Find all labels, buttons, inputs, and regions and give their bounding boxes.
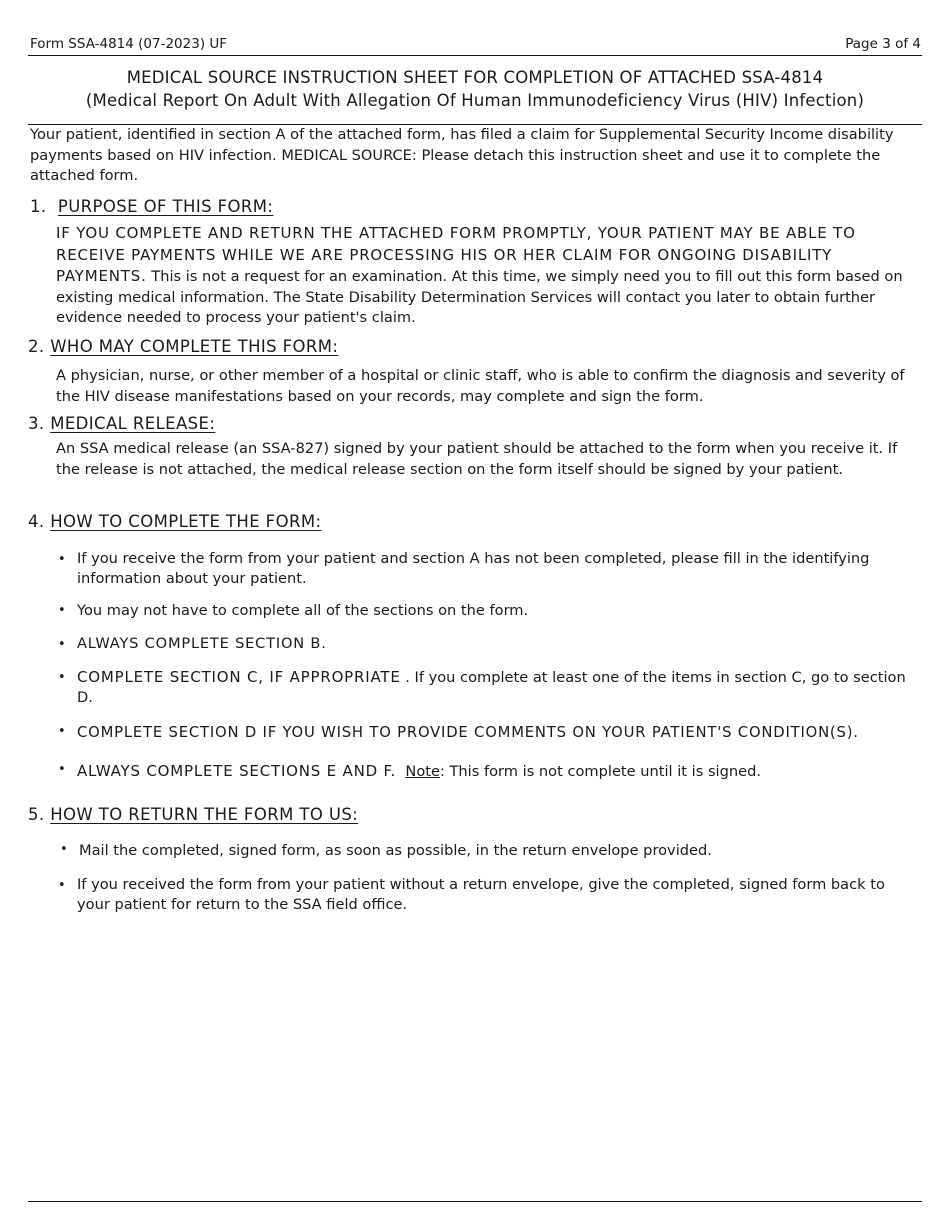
section-4-bullet-6-note: Note: [405, 763, 440, 780]
section-4-bullet-6-text: : This form is not complete until it is signed.: [439, 763, 762, 780]
bullet-icon: •: [58, 762, 66, 777]
section-1-title: PURPOSE OF THIS FORM:: [57, 197, 274, 216]
bullet-icon: •: [58, 724, 66, 739]
section-4-number: 4.: [28, 512, 45, 531]
section-4-bullet-6-caps: ALWAYS COMPLETE SECTIONS E AND F.: [77, 762, 397, 780]
bullet-icon: •: [58, 603, 66, 618]
bullet-icon: •: [58, 637, 66, 652]
title-line-2: (Medical Report On Adult With Allegation Of Human Immunodeficiency Virus (HIV) Infection): [85, 91, 865, 110]
section-1-body: [56, 223, 918, 329]
form-number: Form SSA-4814 (07-2023) UF: [30, 36, 228, 52]
section-3-heading: [28, 414, 215, 433]
section-4-bullet-5: COMPLETE SECTION D IF YOU WISH TO PROVIDE COMMENTS ON YOUR PATIENT'S CONDITION(S).: [77, 724, 859, 741]
section-4-bullet-3: ALWAYS COMPLETE SECTION B.: [77, 635, 327, 652]
section-5-heading: [28, 805, 358, 824]
section-4-bullet-2: You may not have to complete all of the sections on the form.: [77, 602, 529, 619]
section-2-heading: [28, 337, 338, 356]
header-rule: [28, 55, 922, 56]
section-5-bullet-2: If you received the form from your patient without a return envelope, give the completed, signed form back to your patient for return to the SSA field office.: [77, 876, 885, 913]
section-5-number: 5.: [28, 805, 45, 824]
bullet-icon: •: [58, 552, 66, 567]
page-number: Page 3 of 4: [845, 36, 921, 52]
section-1-heading: [30, 197, 273, 216]
bullet-icon: •: [60, 842, 68, 857]
section-3-number: 3.: [28, 414, 45, 433]
section-1-number: 1.: [30, 197, 47, 216]
section-4-bullet-4: [77, 667, 919, 708]
section-4-bullet-4-caps: COMPLETE SECTION C, IF APPROPRIATE: [77, 668, 401, 686]
section-5-bullet-1: Mail the completed, signed form, as soon as possible, in the return envelope provided.: [79, 842, 712, 859]
title-line-1: MEDICAL SOURCE INSTRUCTION SHEET FOR COMPLETION OF ATTACHED SSA-4814: [126, 68, 824, 87]
section-4-bullet-1: If you receive the form from your patient and section A has not been completed, please fill in the identifying information about your patient.: [77, 550, 870, 587]
section-4-bullet-4-text: . If you complete at least one of the items in section C, go to section D.: [77, 669, 906, 706]
intro-paragraph: Your patient, identified in section A of the attached form, has filed a claim for Supplemental Security Income disability payments based on HIV infection. MEDICAL SOURCE: Please detach this instruction sheet and use it to complete the attached form.: [30, 126, 894, 184]
section-1-caps-text: IF YOU COMPLETE AND RETURN THE ATTACHED FORM PROMPTLY, YOUR PATIENT MAY BE ABLE TO RECEIVE PAYMENTS WHILE WE ARE PROCESSING HIS OR HER CLAIM FOR ONGOING DISABILITY PAYMENTS.: [56, 224, 856, 285]
section-4-heading: [28, 512, 321, 531]
section-2-number: 2.: [28, 337, 45, 356]
section-2-title: WHO MAY COMPLETE THIS FORM:: [50, 337, 339, 356]
section-2-body: A physician, nurse, or other member of a hospital or clinic staff, who is able to confirm the diagnosis and severity of the HIV disease manifestations based on your records, may complete and sign the form.: [56, 367, 905, 405]
bullet-icon: •: [58, 670, 66, 685]
section-3-body: An SSA medical release (an SSA-827) signed by your patient should be attached to the form when you receive it. If the release is not attached, the medical release section on the form itself should be signed by your patient.: [56, 440, 898, 478]
bullet-icon: •: [58, 878, 66, 893]
section-3-title: MEDICAL RELEASE:: [50, 414, 216, 433]
section-4-title: HOW TO COMPLETE THE FORM:: [50, 512, 322, 531]
section-1-text: This is not a request for an examination. At this time, we simply need you to fill out this form based on existing medical information. The State Disability Determination Services will contact you later to obtain further evidence needed to process your patient's claim.: [56, 268, 903, 326]
section-4-bullet-6: [77, 761, 919, 782]
section-5-title: HOW TO RETURN THE FORM TO US:: [50, 805, 359, 824]
footer-rule: [28, 1201, 922, 1202]
